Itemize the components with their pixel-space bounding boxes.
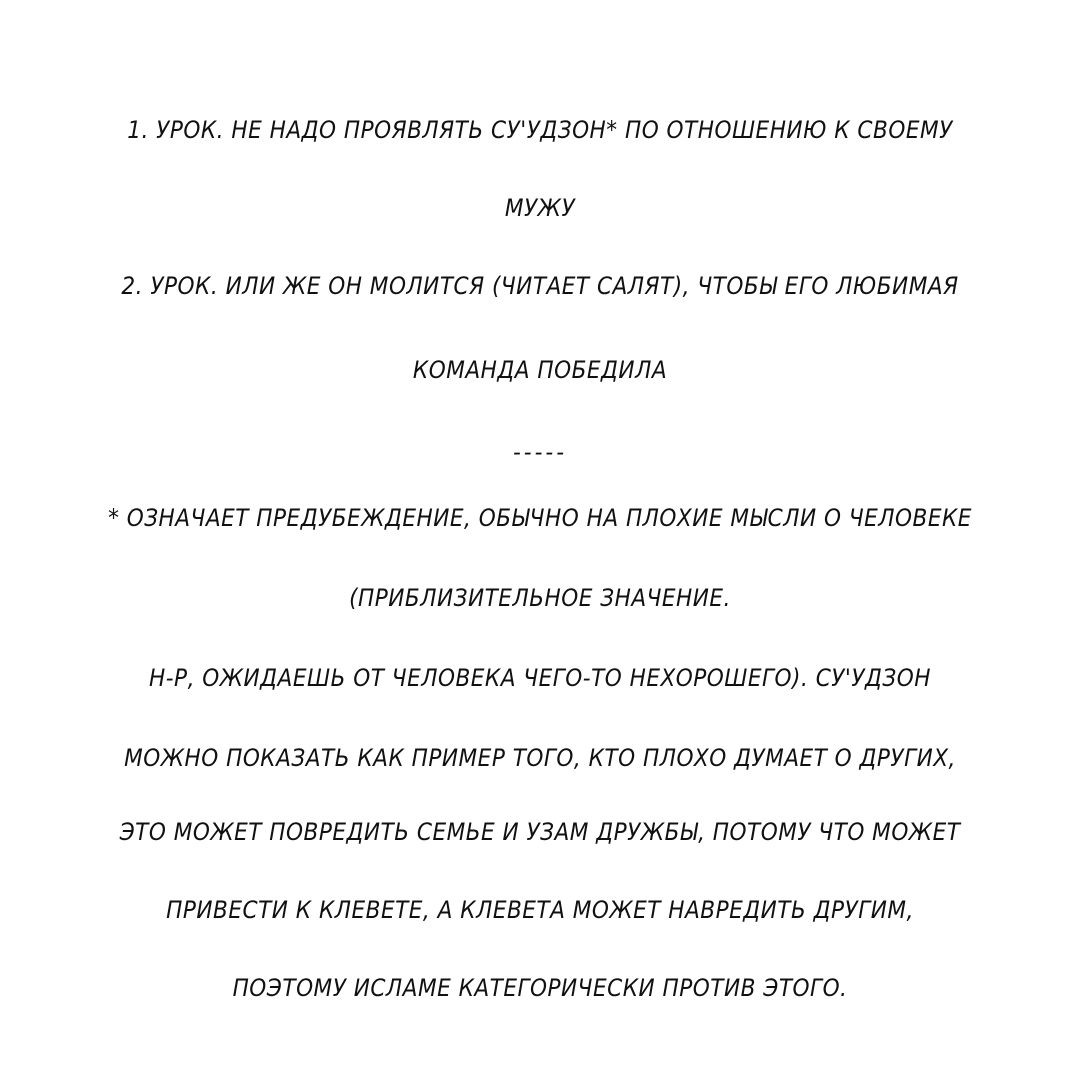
lesson-2-line-1: 2. УРОК. ИЛИ ЖЕ ОН МОЛИТСЯ (ЧИТАЕТ САЛЯТ), ЧТОБЫ ЕГО ЛЮБИМАЯ — [121, 272, 959, 300]
footnote-line-5: ЭТО МОЖЕТ ПОВРЕДИТЬ СЕМЬЕ И УЗАМ ДРУЖБЫ, ПОТОМУ ЧТО МОЖЕТ — [119, 818, 961, 846]
footnote-line-4: МОЖНО ПОКАЗАТЬ КАК ПРИМЕР ТОГО, КТО ПЛОХО ДУМАЕТ О ДРУГИХ, — [124, 744, 956, 772]
footnote-line-2: (ПРИБЛИЗИТЕЛЬНОЕ ЗНАЧЕНИЕ. — [349, 584, 731, 612]
separator-dashes: ----- — [513, 438, 567, 466]
footnote-line-1: * ОЗНАЧАЕТ ПРЕДУБЕЖДЕНИЕ, ОБЫЧНО НА ПЛОХИЕ МЫСЛИ О ЧЕЛОВЕКЕ — [108, 504, 972, 532]
footnote-line-3: Н-Р, ОЖИДАЕШЬ ОТ ЧЕЛОВЕКА ЧЕГО-ТО НЕХОРОШЕГО). СУ'УДЗОН — [149, 664, 931, 692]
lesson-2-line-2: КОМАНДА ПОБЕДИЛА — [412, 356, 668, 384]
lesson-1-line-2: МУЖУ — [504, 194, 576, 222]
footnote-line-7: ПОЭТОМУ ИСЛАМЕ КАТЕГОРИЧЕСКИ ПРОТИВ ЭТОГО. — [232, 974, 848, 1002]
lesson-1-line-1: 1. УРОК. НЕ НАДО ПРОЯВЛЯТЬ СУ'УДЗОН* ПО ОТНОШЕНИЮ К СВОЕМУ — [127, 116, 953, 144]
footnote-line-6: ПРИВЕСТИ К КЛЕВЕТЕ, А КЛЕВЕТА МОЖЕТ НАВРЕДИТЬ ДРУГИМ, — [166, 896, 914, 924]
